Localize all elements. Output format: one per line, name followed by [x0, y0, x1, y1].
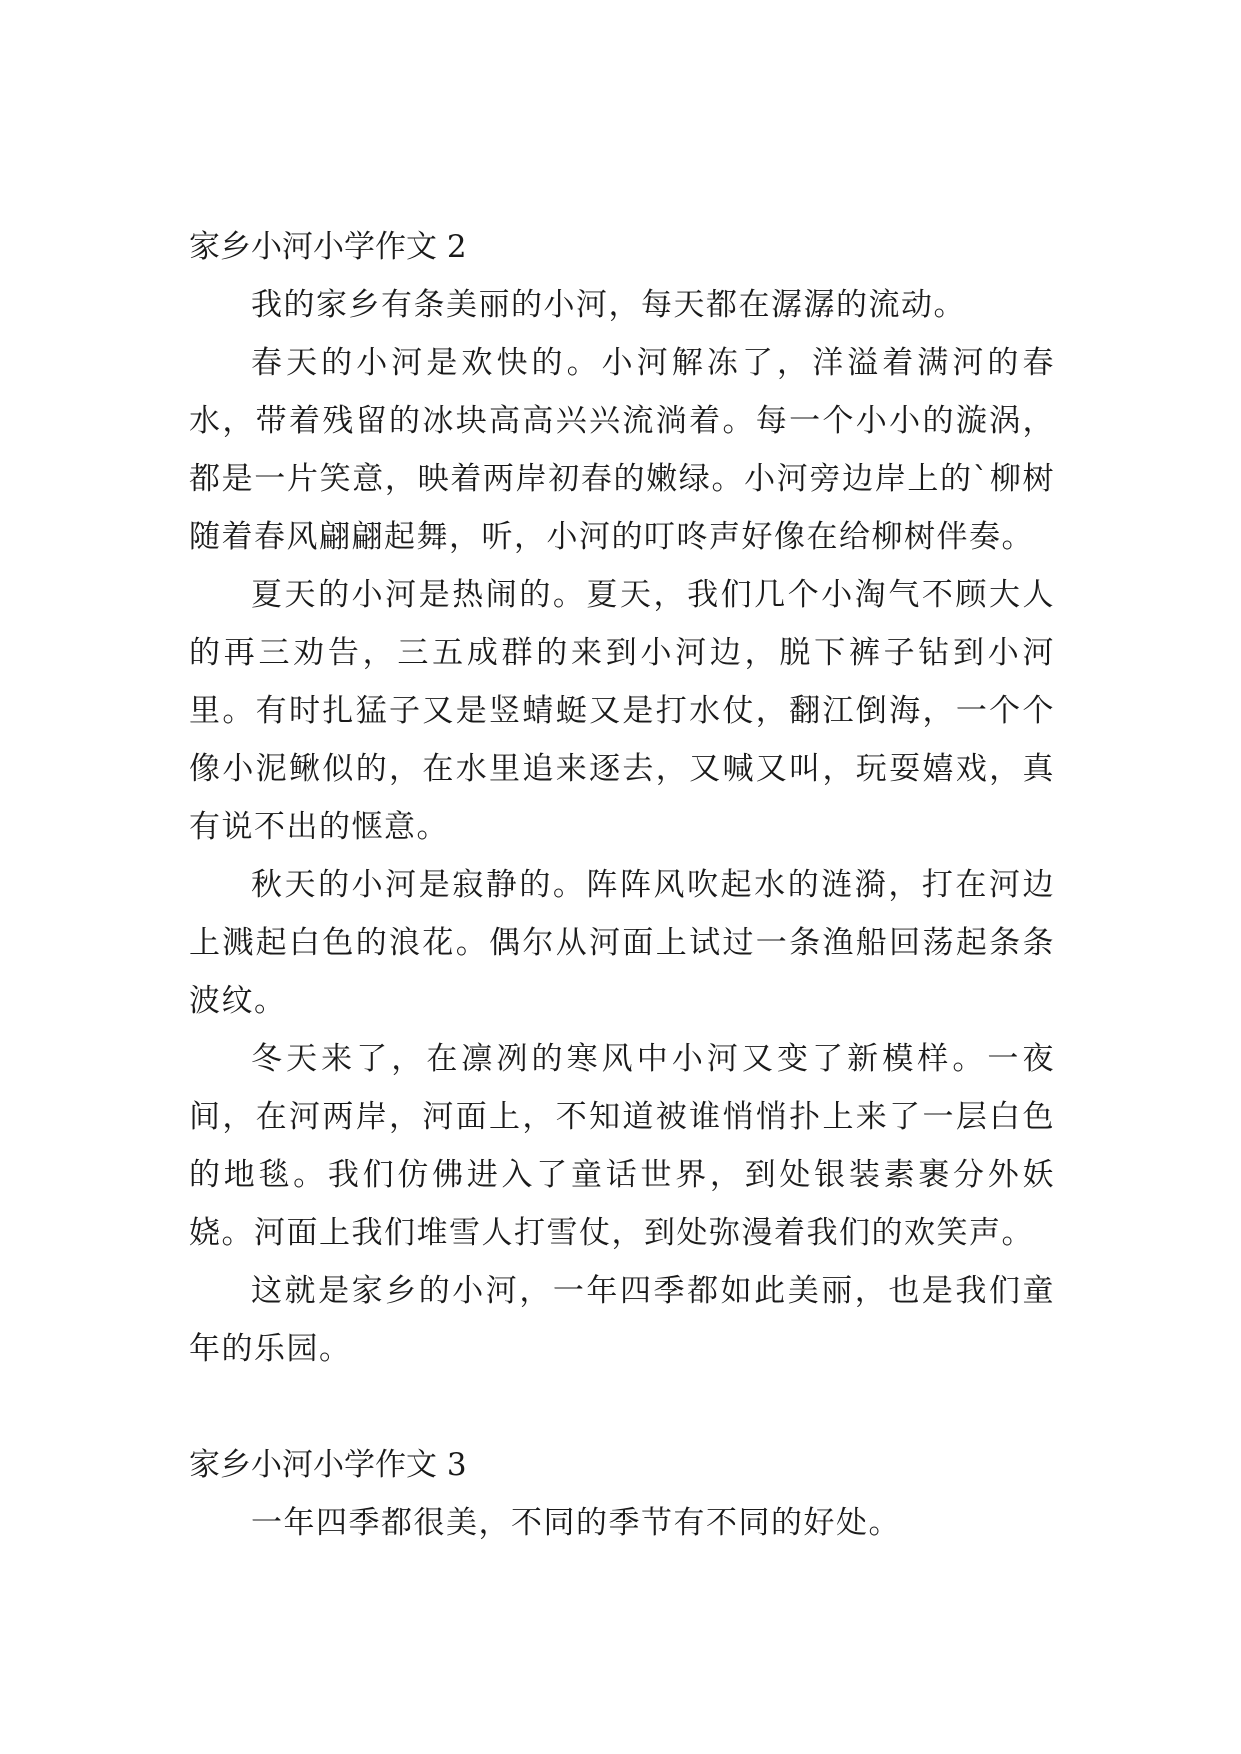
section-divider [189, 1378, 1055, 1436]
section-2-paragraph-autumn: 秋天的小河是寂静的。阵阵风吹起水的涟漪，打在河边上溅起白色的浪花。偶尔从河面上试过一条渔船回荡起条条波纹。 [189, 867, 1055, 1019]
document-body [189, 218, 1055, 1552]
section-2-paragraph-conclusion: 这就是家乡的小河，一年四季都如此美丽，也是我们童年的乐园。 [189, 1273, 1055, 1367]
section-2-title: 家乡小河小学作文 2 [189, 229, 467, 265]
section-2-paragraph-summer: 夏天的小河是热闹的。夏天，我们几个小淘气不顾大人的再三劝告，三五成群的来到小河边，脱下裤子钻到小河里。有时扎猛子又是竖蜻蜓又是打水仗，翻江倒海，一个个像小泥鳅似的，在水里追来逐去，又喊又叫，玩耍嬉戏，真有说不出的惬意。 [189, 577, 1055, 845]
section-2-paragraph-spring: 春天的小河是欢快的。小河解冻了，洋溢着满河的春水，带着残留的冰块高高兴兴流淌着。每一个小小的漩涡，都是一片笑意，映着两岸初春的嫩绿。小河旁边岸上的`柳树随着春风翩翩起舞，听，小河的叮咚声好像在给柳树伴奏。 [189, 345, 1055, 555]
section-3-paragraph-1: 一年四季都很美，不同的季节有不同的好处。 [251, 1505, 901, 1541]
section-3-title: 家乡小河小学作文 3 [189, 1447, 467, 1483]
section-2-paragraph-winter: 冬天来了，在凛冽的寒风中小河又变了新模样。一夜间，在河两岸，河面上，不知道被谁悄悄扑上来了一层白色的地毯。我们仿佛进入了童话世界，到处银装素裹分外妖娆。河面上我们堆雪人打雪仗，到处弥漫着我们的欢笑声。 [189, 1041, 1055, 1251]
section-2-paragraph-1: 我的家乡有条美丽的小河，每天都在潺潺的流动。 [251, 287, 966, 323]
